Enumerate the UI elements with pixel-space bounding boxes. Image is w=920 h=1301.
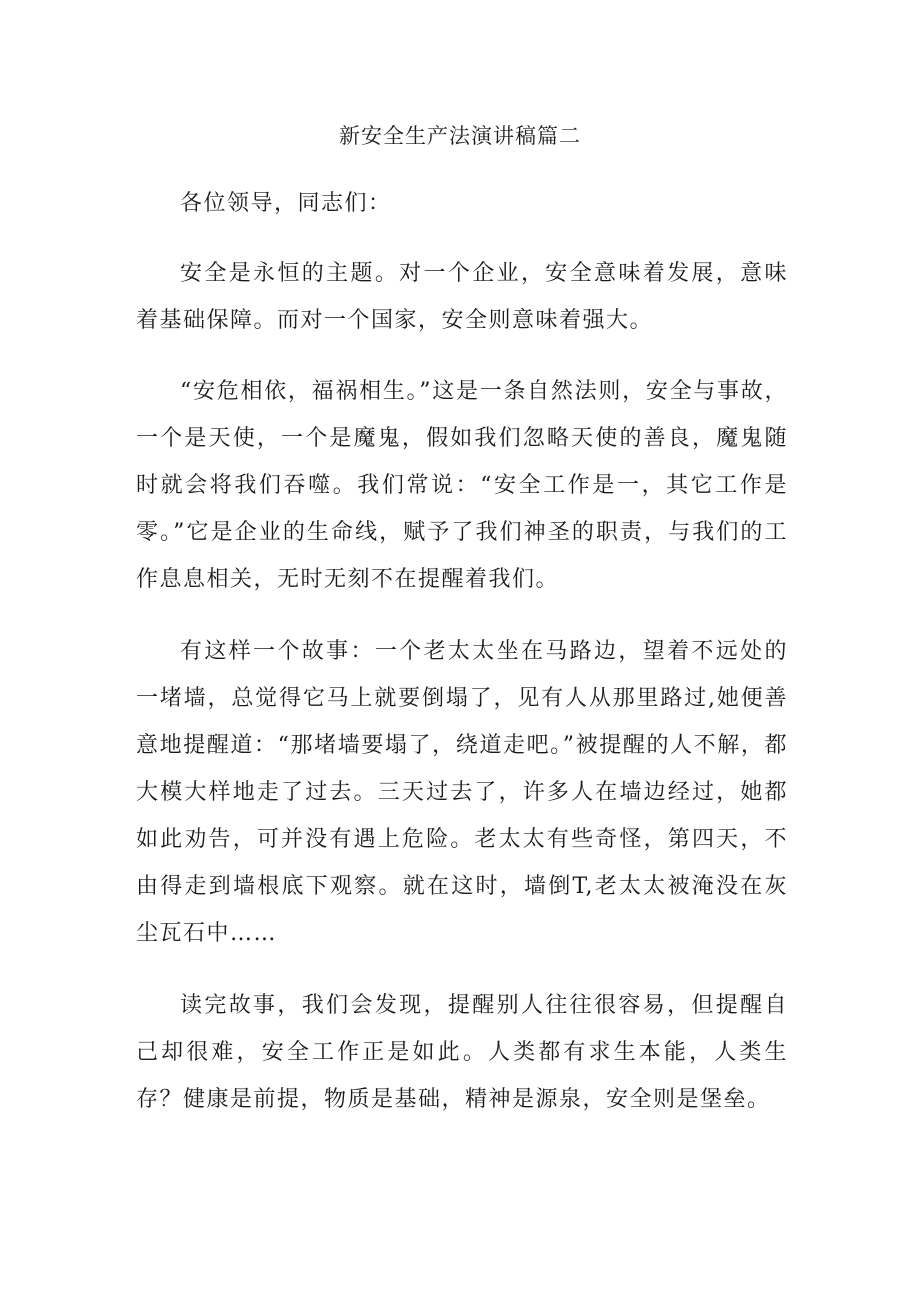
document-title: 新安全生产法演讲稿篇二 [339,124,581,148]
paragraph-1: 安全是永恒的主题。对一个企业，安全意味着发展，意味着基础保障。而对一个国家，安全则意味着强大。 [136,261,788,333]
paragraph-4: 读完故事，我们会发现，提醒别人往往很容易，但提醒自己却很难，安全工作正是如此。人类都有求生本能，人类生存？健康是前提，物质是基础，精神是源泉，安全则是堡垒。 [136,993,788,1112]
greeting: 各位领导，同志们： [180,191,392,216]
paragraph-2: “安危相依，福祸相生。”这是一条自然法则，安全与事故，一个是天使，一个是魔鬼，假如我们忽略天使的善良，魔鬼随时就会将我们吞噬。我们常说：“安全工作是一，其它工作是零。”它是企业的生命线，赋予了我们神圣的职责，与我们的工作息息相关，无时无刻不在提醒着我们。 [136,379,788,592]
paragraph-3: 有这样一个故事：一个老太太坐在马路边，望着不远处的一堵墙，总觉得它马上就要倒塌了，见有人从那里路过,她便善意地提醒道：“那堵墙要塌了，绕道走吧。”被提醒的人不解，都大模大样地走了过去。三天过去了，许多人在墙边经过，她都如此劝告，可并没有遇上危险。老太太有些奇怪，第四天，不由得走到墙根底下观察。就在这时，墙倒T,老太太被淹没在灰尘瓦石中…… [136,639,788,946]
